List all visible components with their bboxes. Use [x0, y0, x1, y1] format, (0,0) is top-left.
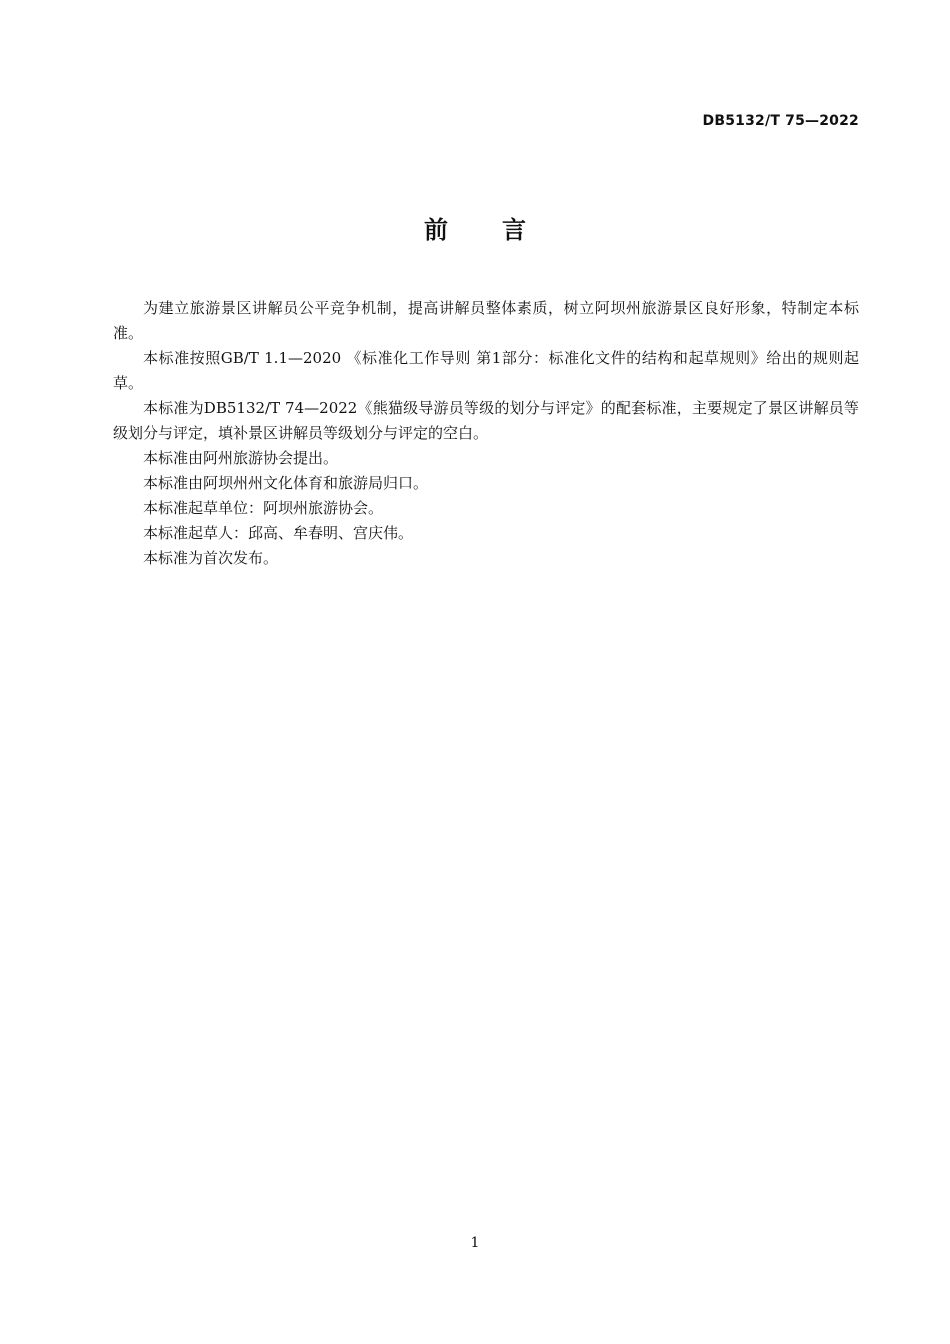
paragraph: 为建立旅游景区讲解员公平竞争机制，提高讲解员整体素质，树立阿坝州旅游景区良好形象，特制定本标准。 — [113, 299, 859, 342]
paragraph: 本标准为DB5132/T 74—2022《熊猫级导游员等级的划分与评定》的配套标准，主要规定了景区讲解员等级划分与评定，填补景区讲解员等级划分与评定的空白。 — [113, 399, 859, 442]
paragraph: 本标准起草人：邱高、牟春明、宫庆伟。 — [143, 524, 414, 542]
paragraph: 本标准由阿州旅游协会提出。 — [143, 449, 339, 467]
page-number: 1 — [470, 1235, 480, 1251]
foreword-body — [113, 296, 859, 571]
paragraph: 本标准起草单位：阿坝州旅游协会。 — [143, 499, 384, 517]
paragraph: 本标准由阿坝州州文化体育和旅游局归口。 — [143, 474, 429, 492]
paragraph: 本标准为首次发布。 — [143, 549, 279, 567]
document-code: DB5132/T 75—2022 — [702, 113, 859, 129]
paragraph: 本标准按照GB/T 1.1—2020 《标准化工作导则 第1部分：标准化文件的结构和起草规则》给出的规则起草。 — [113, 349, 859, 392]
section-title: 前言 — [424, 216, 580, 244]
